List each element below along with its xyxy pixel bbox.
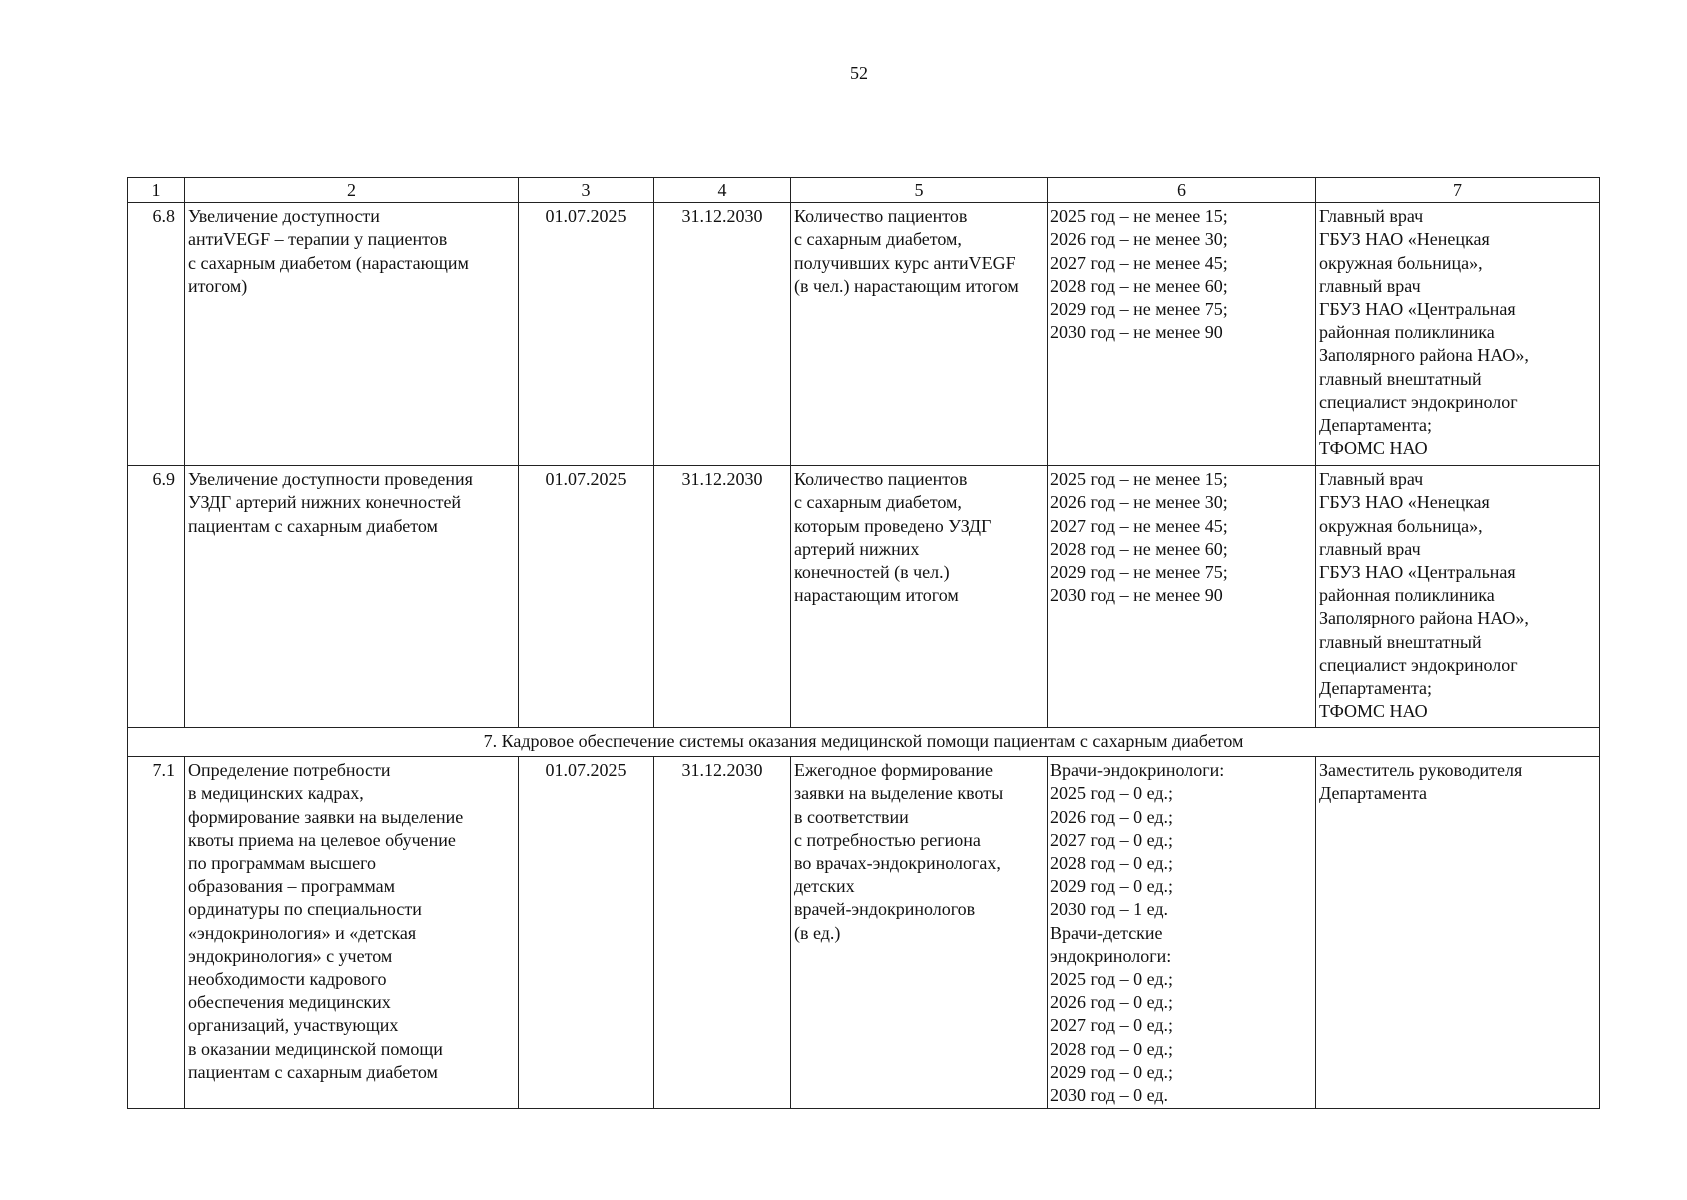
measure-name: Определение потребности в медицинских кадрах, формирование заявки на выделение квоты приема на целевое обучение по программам высшего образования – программам ординатуры по специальности «эндокринология» и «детская эндокринология» с учетом необходимости кадрового обеспечения медицинских организаций, участвующих в оказании медицинской помощи пациентам с сахарным диабетом bbox=[185, 757, 519, 1109]
start-date: 01.07.2025 bbox=[519, 466, 654, 728]
target-values: 2025 год – не менее 15; 2026 год – не менее 30; 2027 год – не менее 45; 2028 год – не менее 60; 2029 год – не менее 75; 2030 год – не менее 90 bbox=[1048, 203, 1316, 466]
column-number: 2 bbox=[185, 178, 519, 203]
target-values: Врачи-эндокринологи: 2025 год – 0 ед.; 2026 год – 0 ед.; 2027 год – 0 ед.; 2028 год – 0 ед.; 2029 год – 0 ед.; 2030 год – 1 ед. Врачи-детские эндокринологи: 2025 год – 0 ед.; 2026 год – 0 ед.; 2027 год – 0 ед.; 2028 год – 0 ед.; 2029 год – 0 ед.; 2030 год – 0 ед. bbox=[1048, 757, 1316, 1109]
table-row bbox=[128, 203, 1600, 466]
table-row bbox=[128, 466, 1600, 728]
measures-table bbox=[127, 177, 1600, 1109]
row-number: 6.8 bbox=[128, 203, 185, 466]
responsible: Главный врач ГБУЗ НАО «Ненецкая окружная больница», главный врач ГБУЗ НАО «Центральная районная поликлиника Заполярного района НАО», главный внештатный специалист эндокринолог Департамента; ТФОМС НАО bbox=[1316, 466, 1600, 728]
column-number: 7 bbox=[1316, 178, 1600, 203]
target-values: 2025 год – не менее 15; 2026 год – не менее 30; 2027 год – не менее 45; 2028 год – не менее 60; 2029 год – не менее 75; 2030 год – не менее 90 bbox=[1048, 466, 1316, 728]
section-row bbox=[128, 728, 1600, 757]
responsible: Заместитель руководителя Департамента bbox=[1316, 757, 1600, 1109]
column-number: 1 bbox=[128, 178, 185, 203]
page-number: 52 bbox=[850, 63, 868, 83]
row-number: 6.9 bbox=[128, 466, 185, 728]
end-date: 31.12.2030 bbox=[654, 203, 791, 466]
indicator: Ежегодное формирование заявки на выделение квоты в соответствии с потребностью региона во врачах-эндокринологах, детских врачей-эндокринологов (в ед.) bbox=[791, 757, 1048, 1109]
measure-name: Увеличение доступности проведения УЗДГ артерий нижних конечностей пациентам с сахарным диабетом bbox=[185, 466, 519, 728]
column-number: 6 bbox=[1048, 178, 1316, 203]
indicator: Количество пациентов с сахарным диабетом, которым проведено УЗДГ артерий нижних конечностей (в чел.) нарастающим итогом bbox=[791, 466, 1048, 728]
measure-name: Увеличение доступности антиVEGF – терапии у пациентов с сахарным диабетом (нарастающим итогом) bbox=[185, 203, 519, 466]
row-number: 7.1 bbox=[128, 757, 185, 1109]
column-number-row bbox=[128, 178, 1600, 203]
responsible: Главный врач ГБУЗ НАО «Ненецкая окружная больница», главный врач ГБУЗ НАО «Центральная районная поликлиника Заполярного района НАО», главный внештатный специалист эндокринолог Департамента; ТФОМС НАО bbox=[1316, 203, 1600, 466]
start-date: 01.07.2025 bbox=[519, 757, 654, 1109]
table-row bbox=[128, 757, 1600, 1109]
column-number: 4 bbox=[654, 178, 791, 203]
end-date: 31.12.2030 bbox=[654, 466, 791, 728]
section-title: 7. Кадровое обеспечение системы оказания медицинской помощи пациентам с сахарным диабетом bbox=[128, 728, 1600, 757]
end-date: 31.12.2030 bbox=[654, 757, 791, 1109]
column-number: 3 bbox=[519, 178, 654, 203]
start-date: 01.07.2025 bbox=[519, 203, 654, 466]
indicator: Количество пациентов с сахарным диабетом, получивших курс антиVEGF (в чел.) нарастающим итогом bbox=[791, 203, 1048, 466]
column-number: 5 bbox=[791, 178, 1048, 203]
